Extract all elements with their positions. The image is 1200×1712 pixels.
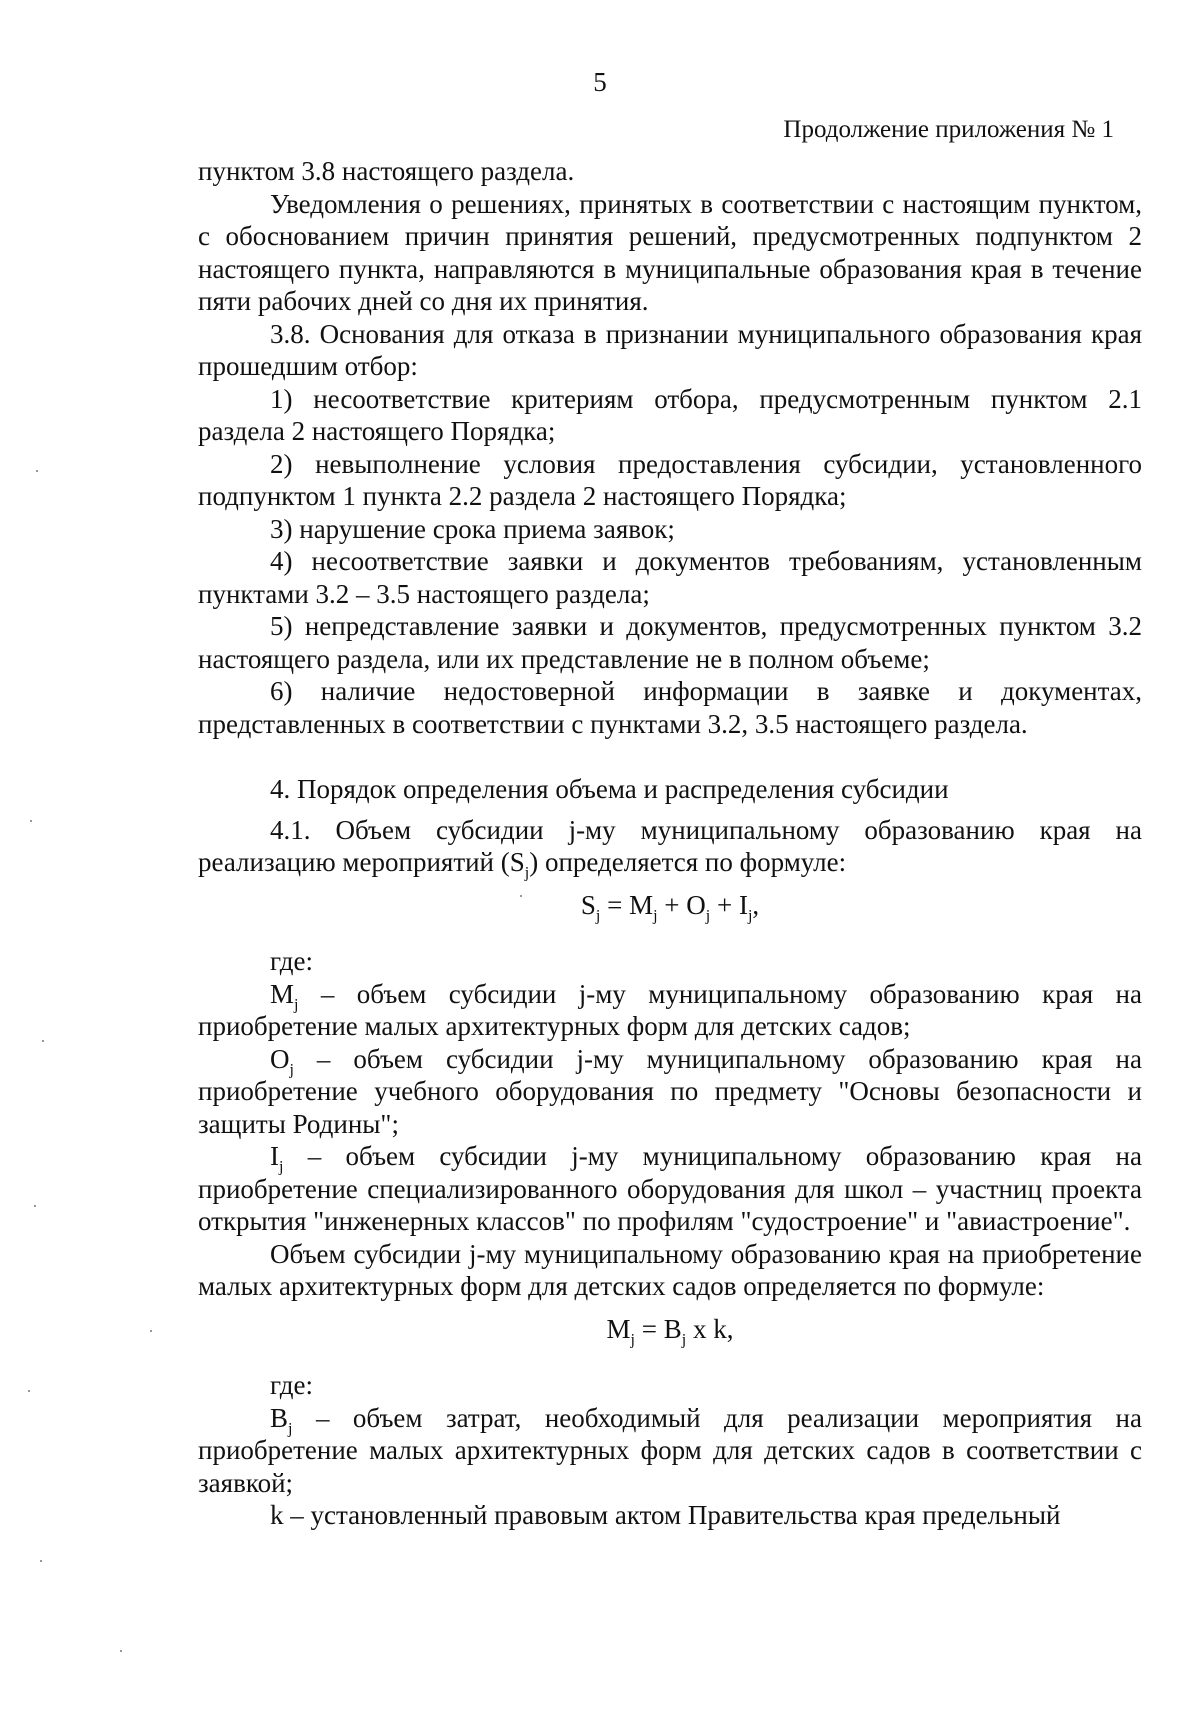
paragraph: $B_j$ – объем затрат, необходимый для реализации мероприятия на приобретение малых архитектурных форм для детских садов в соответствии с заявкой; [198, 1402, 1142, 1498]
appendix-header: Продолжение приложения № 1 [783, 116, 1114, 143]
scan-speck [28, 1390, 30, 1392]
paragraph: 1) несоответствие критериям отбора, предусмотренным пунктом 2.1 раздела 2 настоящего Порядка; [198, 383, 1142, 446]
scan-speck [30, 820, 32, 822]
scan-speck [40, 1560, 42, 1562]
paragraph: $O_j$ – объем субсидии j-му муниципальному образованию края на приобретение учебного оборудования по предмету "Основы безопасности и защиты Родины"; [198, 1043, 1142, 1139]
paragraph: 6) наличие недостоверной информации в заявке и документах, представленных в соответствии с пунктами 3.2, 3.5 настоящего раздела. [198, 676, 1142, 739]
section-heading: 4. Порядок определения объема и распределения субсидии [270, 774, 949, 804]
page-number: 5 [593, 67, 607, 97]
paragraph: Объем субсидии j-му муниципальному образованию края на приобретение малых архитектурных форм для детских садов определяется по формуле: [198, 1238, 1142, 1301]
paragraph: 3) нарушение срока приема заявок; [270, 513, 675, 544]
scan-speck [42, 1040, 44, 1042]
scan-speck [120, 1650, 122, 1652]
formula-where-label: где: [270, 1370, 313, 1400]
paragraph: k – установленный правовым актом Правительства края предельный [270, 1500, 1061, 1530]
scan-speck [150, 1330, 152, 1332]
paragraph: 2) невыполнение условия предоставления субсидии, установленного подпунктом 1 пункта 2.2 раздела 2 настоящего Порядка; [198, 448, 1142, 511]
paragraph: Уведомления о решениях, принятых в соответствии с настоящим пунктом, с обоснованием причин принятия решений, предусмотренных подпунктом 2 настоящего пункта, направляются в муниципальные образования края в течение пяти рабочих дней со дня их принятия. [198, 188, 1142, 316]
paragraph: $M_j$ – объем субсидии j-му муниципальному образованию края на приобретение малых архитектурных форм для детских садов; [198, 978, 1142, 1041]
paragraph: $I_j$ – объем субсидии j-му муниципальному образованию края на приобретение специализированного оборудования для школ – участниц проекта открытия "инженерных классов" по профилям "судостроение" и "авиастроение". [198, 1141, 1142, 1236]
formula: $M_j = B_j$ x k, [606, 1313, 734, 1348]
paragraph: 4.1. Объем субсидии j-му муниципальному образованию края на реализацию мероприятий $(S_j)$ определяется по формуле: [198, 814, 1142, 882]
scan-speck [36, 470, 38, 472]
paragraph: пунктом 3.8 настоящего раздела. [198, 156, 575, 186]
formula-where-label: где: [270, 946, 313, 976]
paragraph: 5) непредставление заявки и документов, предусмотренных пунктом 3.2 настоящего раздела, или их представление не в полном объеме; [198, 611, 1142, 674]
scan-speck [520, 895, 522, 897]
paragraph: 4) несоответствие заявки и документов требованиям, установленным пунктами 3.2 – 3.5 настоящего раздела; [198, 546, 1142, 609]
formula: $S_j = M_j + O_j + I_j$, [580, 889, 760, 924]
paragraph: 3.8. Основания для отказа в признании муниципального образования края прошедшим отбор: [198, 318, 1142, 381]
document-body [198, 155, 1142, 1532]
scan-speck [34, 1205, 36, 1207]
